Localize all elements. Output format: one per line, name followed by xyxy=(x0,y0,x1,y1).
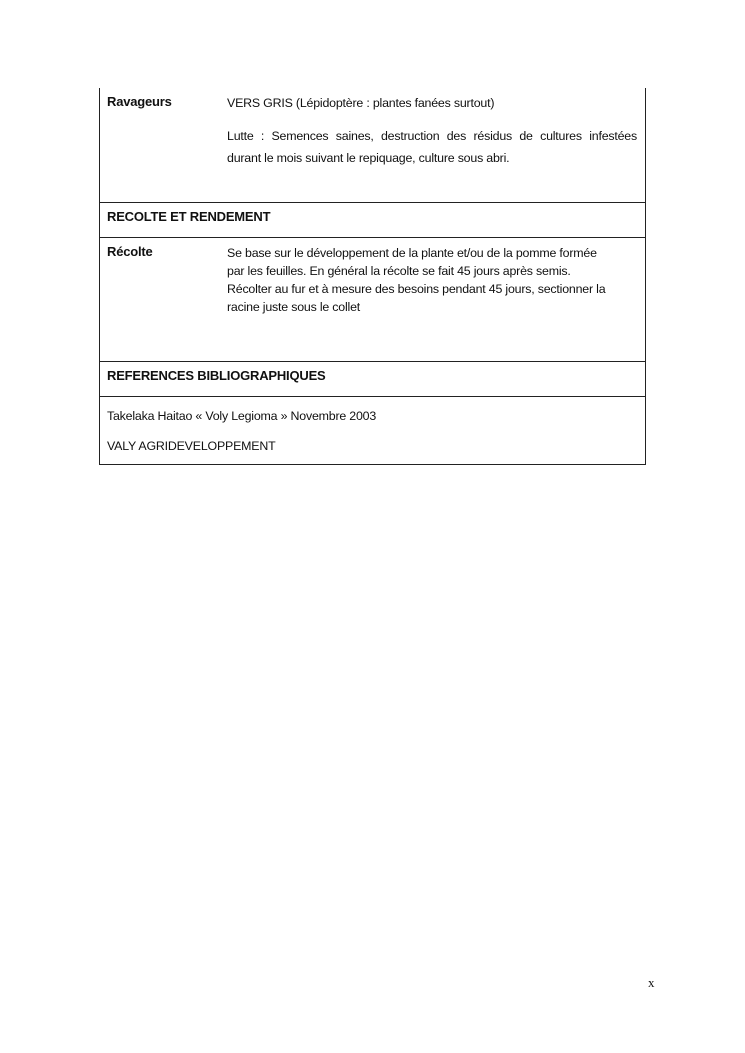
recolte-row xyxy=(100,237,645,361)
pest-description: VERS GRIS (Lépidoptère : plantes fanées surtout) xyxy=(227,96,495,110)
recolte-label: Récolte xyxy=(107,244,153,259)
recolte-line-4: racine juste sous le collet xyxy=(227,300,361,314)
recolte-content xyxy=(227,238,645,361)
ravageurs-label: Ravageurs xyxy=(107,94,172,109)
references-row xyxy=(100,396,645,464)
references-header-row xyxy=(100,361,645,396)
recolte-rendement-header-row xyxy=(100,202,645,237)
recolte-line-2: par les feuilles. En général la récolte se fait 45 jours après semis. xyxy=(227,264,571,278)
page-number: x xyxy=(648,975,655,990)
reference-1: Takelaka Haitao « Voly Legioma » Novembre 2003 xyxy=(107,409,377,423)
references-content xyxy=(100,397,383,464)
recolte-line-3: Récolter au fur et à mesure des besoins pendant 45 jours, sectionner la xyxy=(227,282,606,296)
ravageurs-row xyxy=(100,88,645,202)
references-heading: REFERENCES BIBLIOGRAPHIQUES xyxy=(107,368,326,383)
reference-2: VALY AGRIDEVELOPPEMENT xyxy=(107,439,276,453)
ravageurs-content xyxy=(227,88,645,202)
lutte-description: Lutte : Semences saines, destruction des résidus de cultures infestées durant le mois suivant le repiquage, culture sous abri. xyxy=(227,129,637,165)
recolte-rendement-heading: RECOLTE ET RENDEMENT xyxy=(107,209,271,224)
recolte-line-1: Se base sur le développement de la plante et/ou de la pomme formée xyxy=(227,246,597,260)
crop-info-table xyxy=(99,88,646,465)
